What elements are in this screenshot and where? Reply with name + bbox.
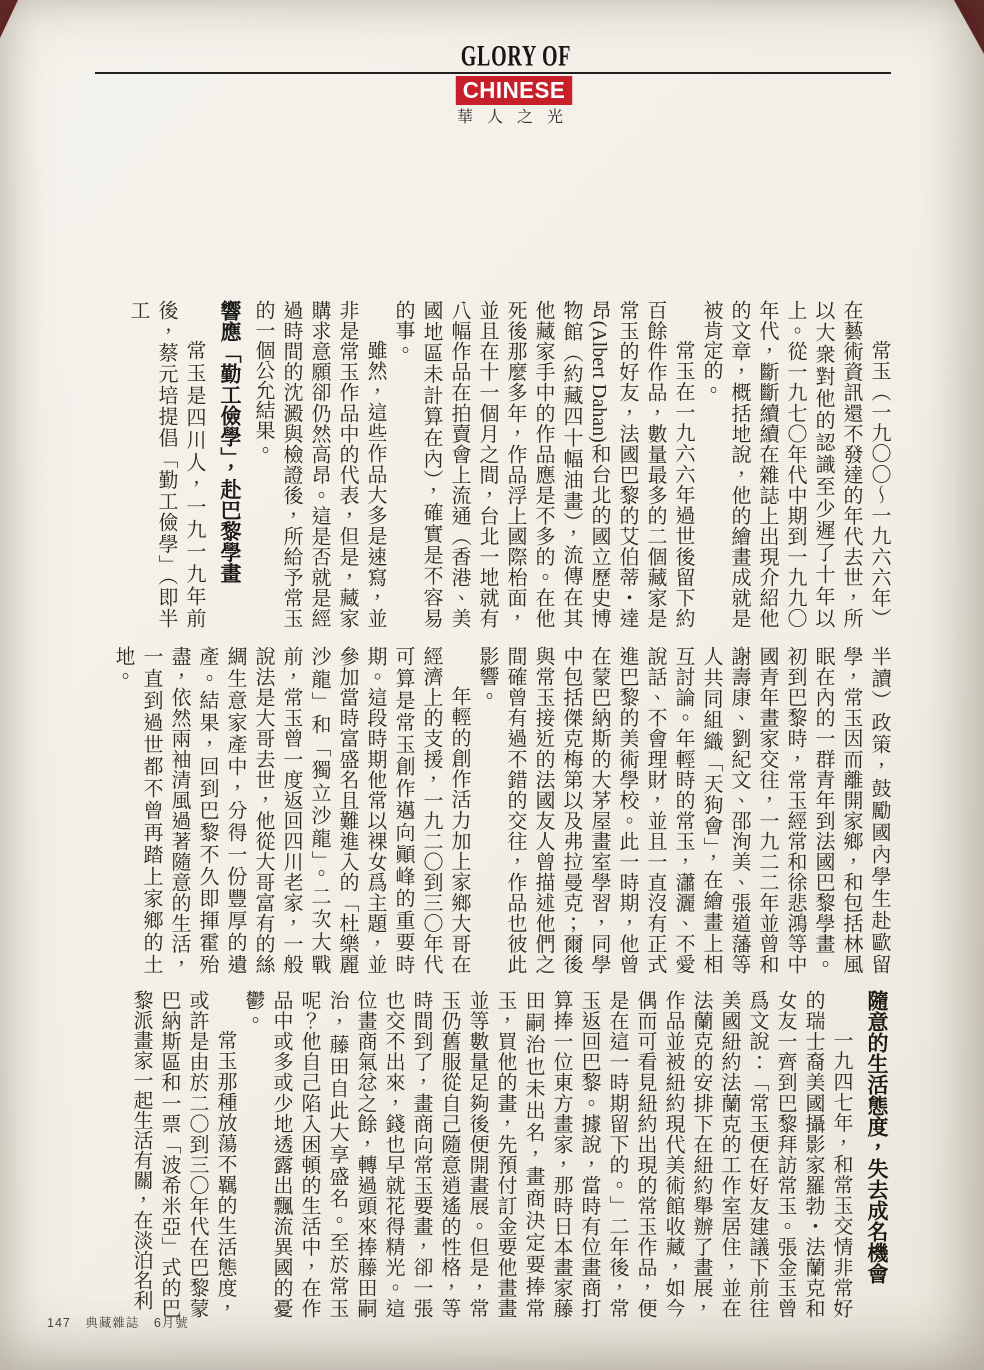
issue-label: 6月號	[153, 1316, 189, 1330]
article-row-3	[121, 990, 893, 1318]
masthead-subtitle: 華人之光	[456, 109, 577, 126]
paragraph: 常玉那種放蕩不羈的生活態度，或許是由於二〇到三〇年代在巴黎蒙巴納斯區和一票「波希米亞」式的巴黎派畫家一起生活有關，在淡泊名利	[130, 990, 236, 1318]
section-heading-study-in-paris: 響應「勤工儉學」，赴巴黎學畫	[218, 300, 242, 584]
article-row-1	[121, 300, 893, 628]
paragraph: 雖然，這些作品大多是速寫，並非是常玉作品中的代表，但是，藏家購求意願卻仍然高昂。這是否就是經過時間的沈澱與檢證後，所給予常玉的一個公允結果。	[252, 300, 386, 628]
paragraph: 年輕的創作活力加上家鄉大哥在經濟上的支援，一九二〇到三〇年代可算是常玉創作邁向顚峰的重要時期。這段時期他常以裸女爲主題，並參加當時富盛名且難進入的「杜樂麗沙龍」和「獨立沙龍」。二次大戰前，常玉曾一度返回四川老家，一般說法是大哥去世，他從大哥富有的絲綢生意家產中，分得一份豐厚的遺產。結果，回到巴黎不久即揮霍殆盡，依然兩袖清風過著隨意的生活，一直到過世都不曾再踏上家鄉的土地。	[112, 646, 470, 974]
page-number: 147	[47, 1316, 71, 1330]
page-footer	[47, 1313, 199, 1331]
masthead-chinese-badge: CHINESE	[456, 76, 572, 105]
article-row-2	[112, 646, 893, 974]
masthead-glory-text: GLORY OF	[460, 39, 572, 73]
magazine-name: 典藏雜誌	[85, 1316, 140, 1330]
paragraph: 常玉是四川人，一九一九年前後，蔡元培提倡「勤工儉學」（即半工	[127, 300, 205, 628]
scan-artifact-corner-top-left	[0, 0, 18, 38]
paragraph: 常玉在一九六六年過世後留下約百餘件作品，數量最多的二個藏家是常玉的好友，法國巴黎的艾伯蒂・達昂(Albert Dahan)和台北的國立歷史博物館（約藏四十幅油畫），流傳在其他藏家手中的作品應是不多的。在他死後那麼多年，作品浮上國際枱面，並且在十一個月之間，台北一地就有八幅作品在拍賣會上流通（香港、美國地區未計算在內），確實是不容易的事。	[392, 300, 694, 628]
scan-artifact-corner-top-right	[954, 0, 984, 54]
section-heading-carefree-lifestyle: 隨意的生活態度，失去成名機會	[865, 990, 889, 1284]
paragraph: 常玉（一九〇〇～一九六六年）在藝術資訊還不發達的年代去世，所以大衆對他的認識至少遲了十年以上。從一九七〇年代中期到一九九〇年代，斷斷續續在雜誌上出現介紹他的文章，概括地說，他的繪畫成就是被肯定的。	[700, 300, 890, 628]
paragraph: 半讀）政策，鼓勵國內學生赴歐留學，常玉因而離開家鄉，和包括林風眠在內的一群青年到法國巴黎學畫。初到巴黎時，常玉經常和徐悲鴻等中國青年畫家交往，一九二二年並曾和謝壽康、劉紀文、邵洵美、張道藩等人共同組織「天狗會」，在繪畫上相互討論。年輕時的常玉，瀟灑、不愛說話、不會理財，並且一直沒有正式進巴黎的美術學校。此一時期，他曾在蒙巴納斯的大茅屋畫室學習，同學中包括傑克梅第以及弗拉曼克；爾後與常玉接近的法國友人曾描述他們之間確曾有過不錯的交往，作品也彼此影響。	[476, 646, 890, 974]
masthead-rule-line	[95, 72, 891, 74]
paragraph: 一九四七年，和常玉交情非常好的瑞士裔美國攝影家羅勃・法蘭克和女友一齊到巴黎拜訪常玉。張金玉曾爲文說：「常玉便在好友建議下前往美國紐約法蘭克的工作室居住，並在法蘭克的安排下在紐約舉辦了畫展，作品並被紐約現代美術館收藏，如今偶而可看見紐約出現的常玉作品，便是在這一時期留下的。」二年後，常玉返回巴黎。據說，當時有位畫商打算捧一位東方畫家，那時日本畫家藤田嗣治也未出名，畫商決定要捧常玉，買他的畫，先預付訂金要他畫畫並等數量足夠後便開畫展。但是，常玉仍舊服從自己隨意逍遙的性格，等時間到了，畫商向常玉要畫，卻一張也交不出來，錢也早就花得精光。這位畫商氣忿之餘，轉過頭來捧藤田嗣治，藤田自此大享盛名。至於常玉呢？他自己陷入困頓的生活中，在作品中或多或少地透露出飄流異國的憂鬱。	[242, 990, 852, 1318]
